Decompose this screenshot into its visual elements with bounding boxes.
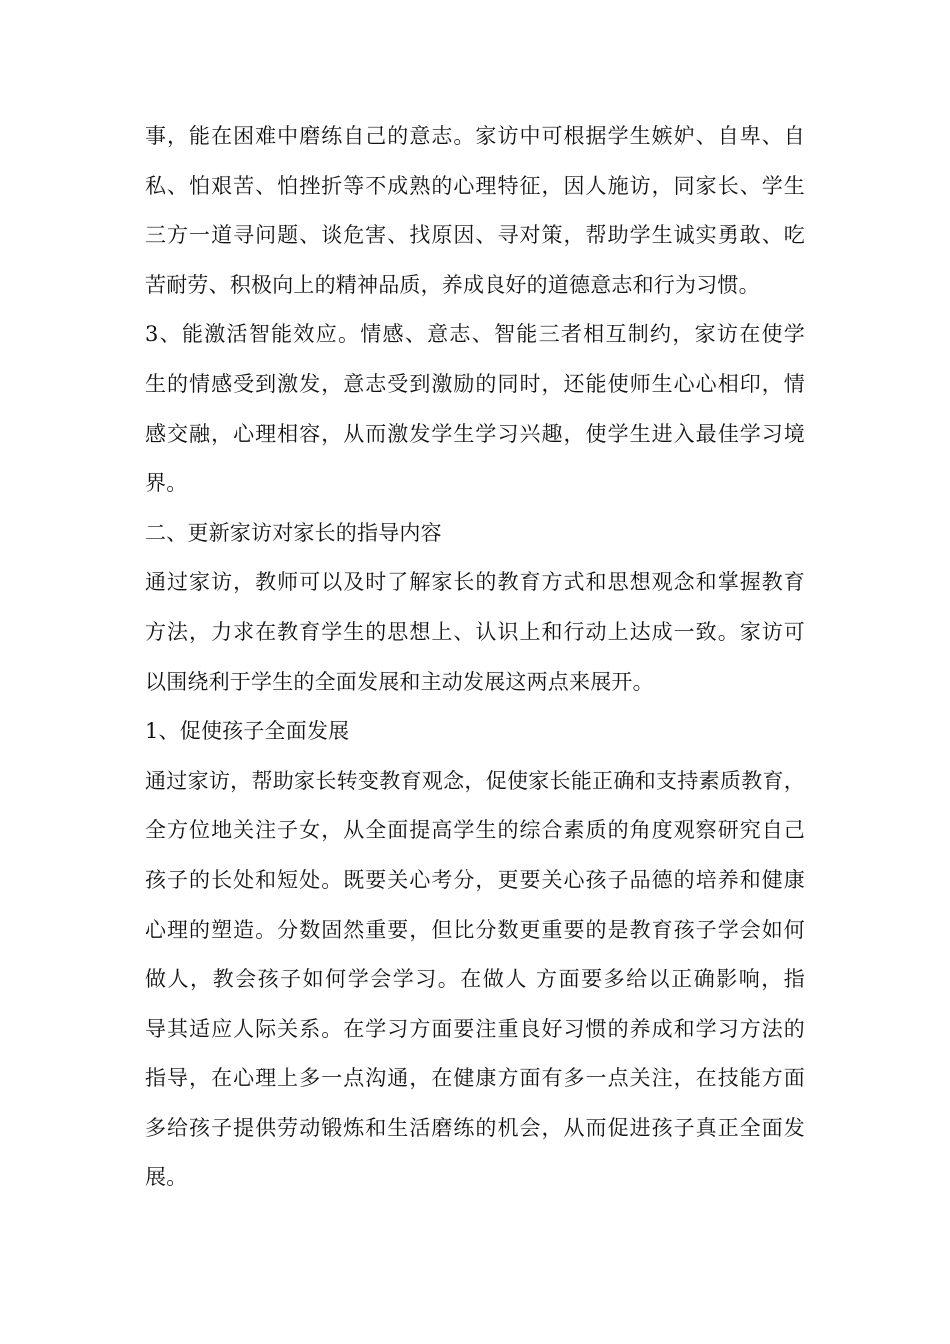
text-line: 以围绕利于学生的全面发展和主动发展这两点来展开。 [145, 669, 654, 694]
section-heading: 二、更新家访对家长的指导内容 [145, 520, 442, 545]
text-line: 3、能激活智能效应。情感、意志、智能三者相互制约，家访在使学 [145, 322, 805, 347]
text-line: 生的情感受到激发，意志受到激励的同时，还能使师生心心相印，情 [145, 371, 805, 396]
text-line: 孩子的长处和短处。既要关心考分，更要关心孩子品德的培养和健康 [145, 867, 805, 892]
text-line: 展。 [145, 1165, 188, 1190]
text-line: 事，能在困难中磨练自己的意志。家访中可根据学生嫉妒、自卑、自 [145, 124, 805, 148]
text-line: 多给孩子提供劳动锻炼和生活磨练的机会，从而促进孩子真正全面发 [145, 1115, 805, 1140]
text-line: 通过家访，帮助家长转变教育观念，促使家长能正确和支持素质教育， [145, 768, 805, 793]
text-line: 全方位地关注子女，从全面提高学生的综合素质的角度观察研究自己 [145, 818, 805, 843]
text-line: 方法，力求在教育学生的思想上、认识上和行动上达成一致。家访可 [145, 619, 805, 644]
text-line: 苦耐劳、积极向上的精神品质，养成良好的道德意志和行为习惯。 [145, 272, 760, 297]
text-line: 私、怕艰苦、怕挫折等不成熟的心理特征，因人施访，同家长、学生 [145, 173, 805, 198]
text-line: 界。 [145, 471, 188, 496]
text-line: 通过家访，教师可以及时了解家长的教育方式和思想观念和掌握教育 [145, 570, 805, 595]
subsection-heading: 1、促使孩子全面发展 [145, 719, 350, 744]
document-body [145, 112, 805, 1203]
text-line: 心理的塑造。分数固然重要，但比分数更重要的是教育孩子学会如何 [145, 917, 805, 942]
text-line: 做人，教会孩子如何学会学习。在做人 方面要多给以正确影响，指 [145, 967, 805, 992]
text-line: 感交融，心理相容，从而激发学生学习兴趣，使学生进入最佳学习境 [145, 421, 805, 446]
text-line: 指导，在心理上多一点沟通，在健康方面有多一点关注，在技能方面 [145, 1066, 805, 1091]
text-line: 导其适应人际关系。在学习方面要注重良好习惯的养成和学习方法的 [145, 1016, 805, 1041]
text-line: 三方一道寻问题、谈危害、找原因、寻对策，帮助学生诚实勇敢、吃 [145, 223, 805, 248]
